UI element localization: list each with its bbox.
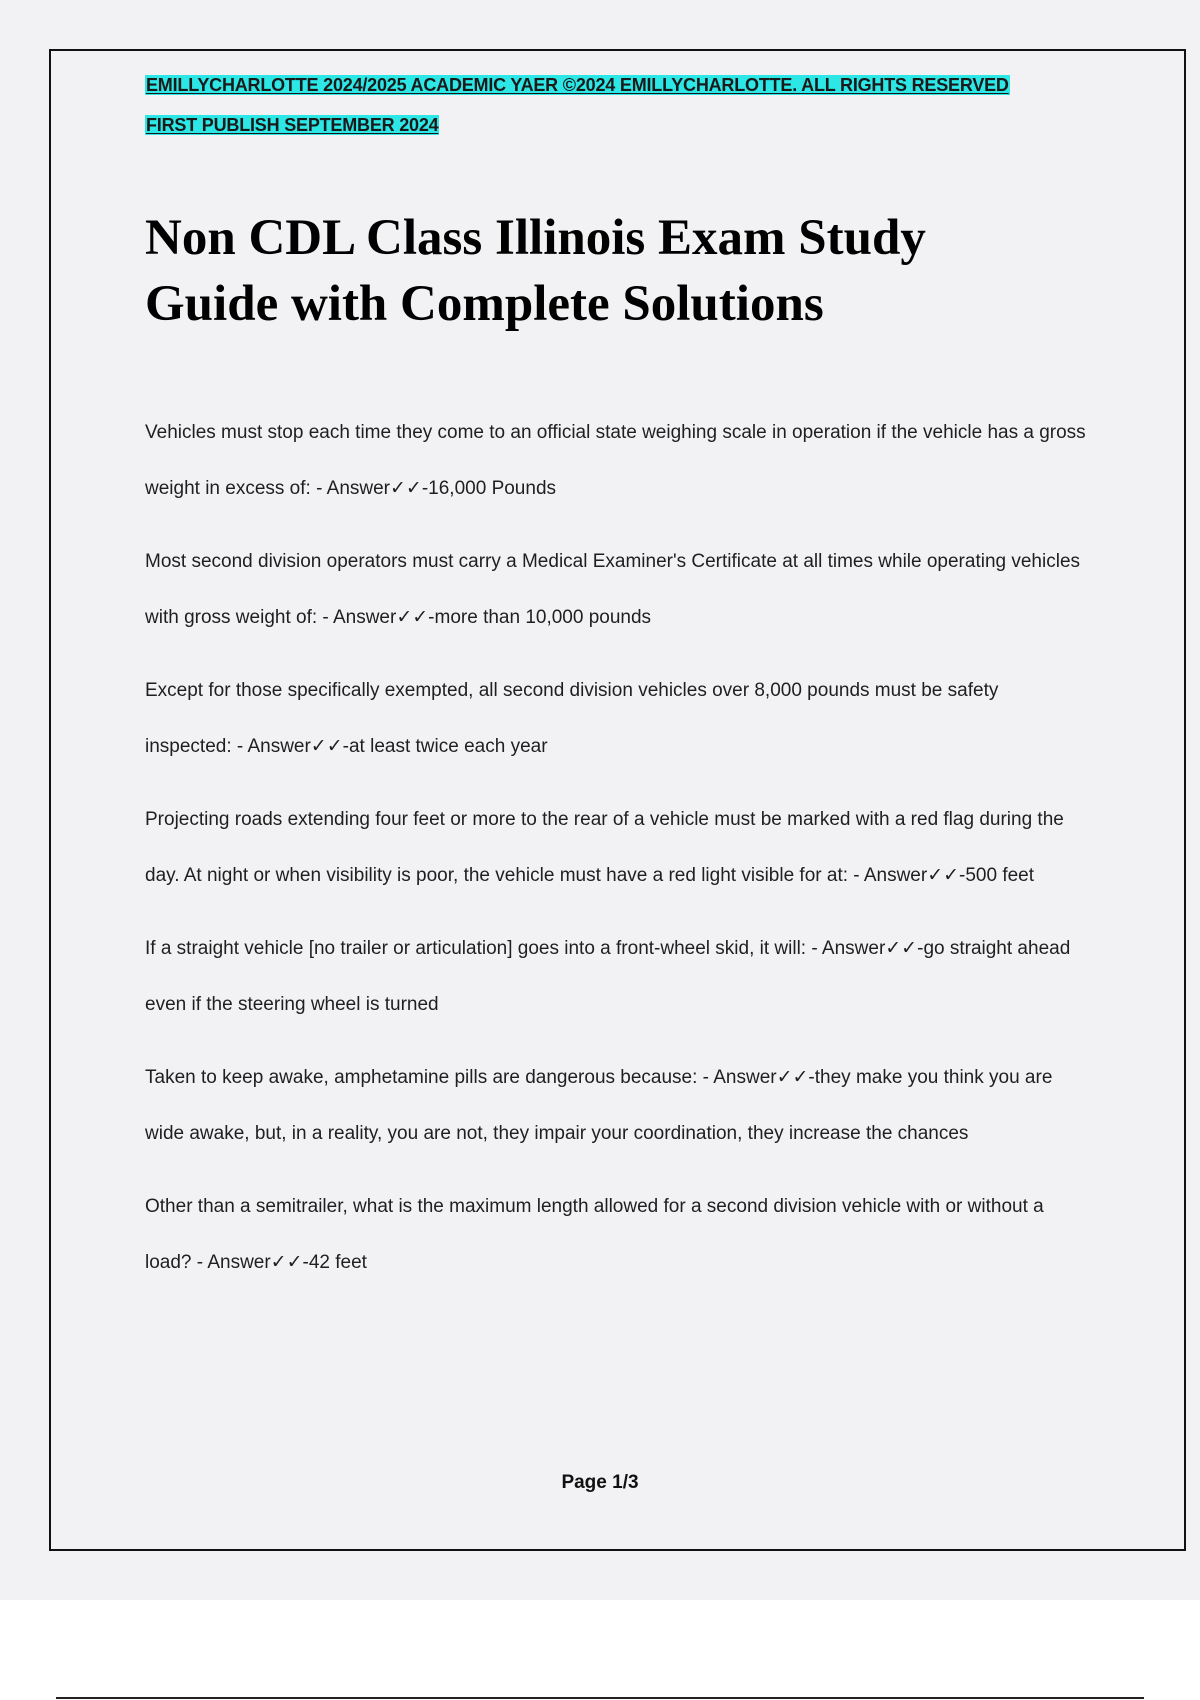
- question-text: Most second division operators must carry a Medical Examiner's Certificate at all times while operating vehicles with gross weight of: - Answer✓✓-: [145, 551, 1081, 628]
- qa-item: [145, 663, 1090, 775]
- question-text: Other than a semitrailer, what is the maximum length allowed for a second division vehicle with or without a load? - Answer✓✓-: [145, 1196, 1044, 1273]
- page-number: Page 1/3: [561, 1472, 639, 1493]
- answer-text: 500 feet: [965, 865, 1035, 886]
- copyright-header: [145, 73, 1085, 97]
- page-content: [145, 73, 1085, 1308]
- qa-item: [145, 534, 1090, 646]
- question-text: Except for those specifically exempted, all second division vehicles over 8,000 pounds must be safety inspected: - Answer✓✓-: [145, 680, 999, 757]
- qa-item: [145, 1050, 1090, 1162]
- question-text: Projecting roads extending four feet or more to the rear of a vehicle must be marked with a red flag during the day. At night or when visibility is poor, the vehicle must have a red light visible for at: - Answer✓✓-: [145, 809, 1064, 886]
- answer-text: 42 feet: [308, 1252, 367, 1273]
- qa-item: [145, 1179, 1090, 1291]
- question-text: Taken to keep awake, amphetamine pills are dangerous because: - Answer✓✓-: [145, 1067, 815, 1088]
- qa-list: [145, 405, 1085, 1291]
- qa-item: [145, 792, 1090, 904]
- answer-text: at least twice each year: [348, 736, 548, 757]
- copyright-text: EMILLYCHARLOTTE 2024/2025 ACADEMIC YAER ©2024 EMILLYCHARLOTTE. ALL RIGHTS RESERVED: [146, 75, 1009, 95]
- answer-text: go straight ahead even if the steering wheel is turned: [145, 938, 1071, 1015]
- publish-header: [145, 113, 1085, 137]
- question-text: Vehicles must stop each time they come to an official state weighing scale in operation if the vehicle has a gross weight in excess of: - Answer✓✓-: [145, 422, 1086, 499]
- publish-date-text: FIRST PUBLISH SEPTEMBER 2024: [146, 115, 439, 135]
- answer-text: more than 10,000 pounds: [434, 607, 652, 628]
- document-title: Non CDL Class Illinois Exam Study Guide with Complete Solutions: [145, 210, 926, 332]
- qa-item: [145, 405, 1090, 517]
- qa-item: [145, 921, 1090, 1033]
- next-page-divider: [56, 1697, 1144, 1699]
- question-text: If a straight vehicle [no trailer or articulation] goes into a front-wheel skid, it will: - Answer✓✓-: [145, 938, 924, 959]
- answer-text: they make you think you are wide awake, but, in a reality, you are not, they impair your coordination, they increase the chances: [145, 1067, 1053, 1144]
- answer-text: 16,000 Pounds: [428, 478, 557, 499]
